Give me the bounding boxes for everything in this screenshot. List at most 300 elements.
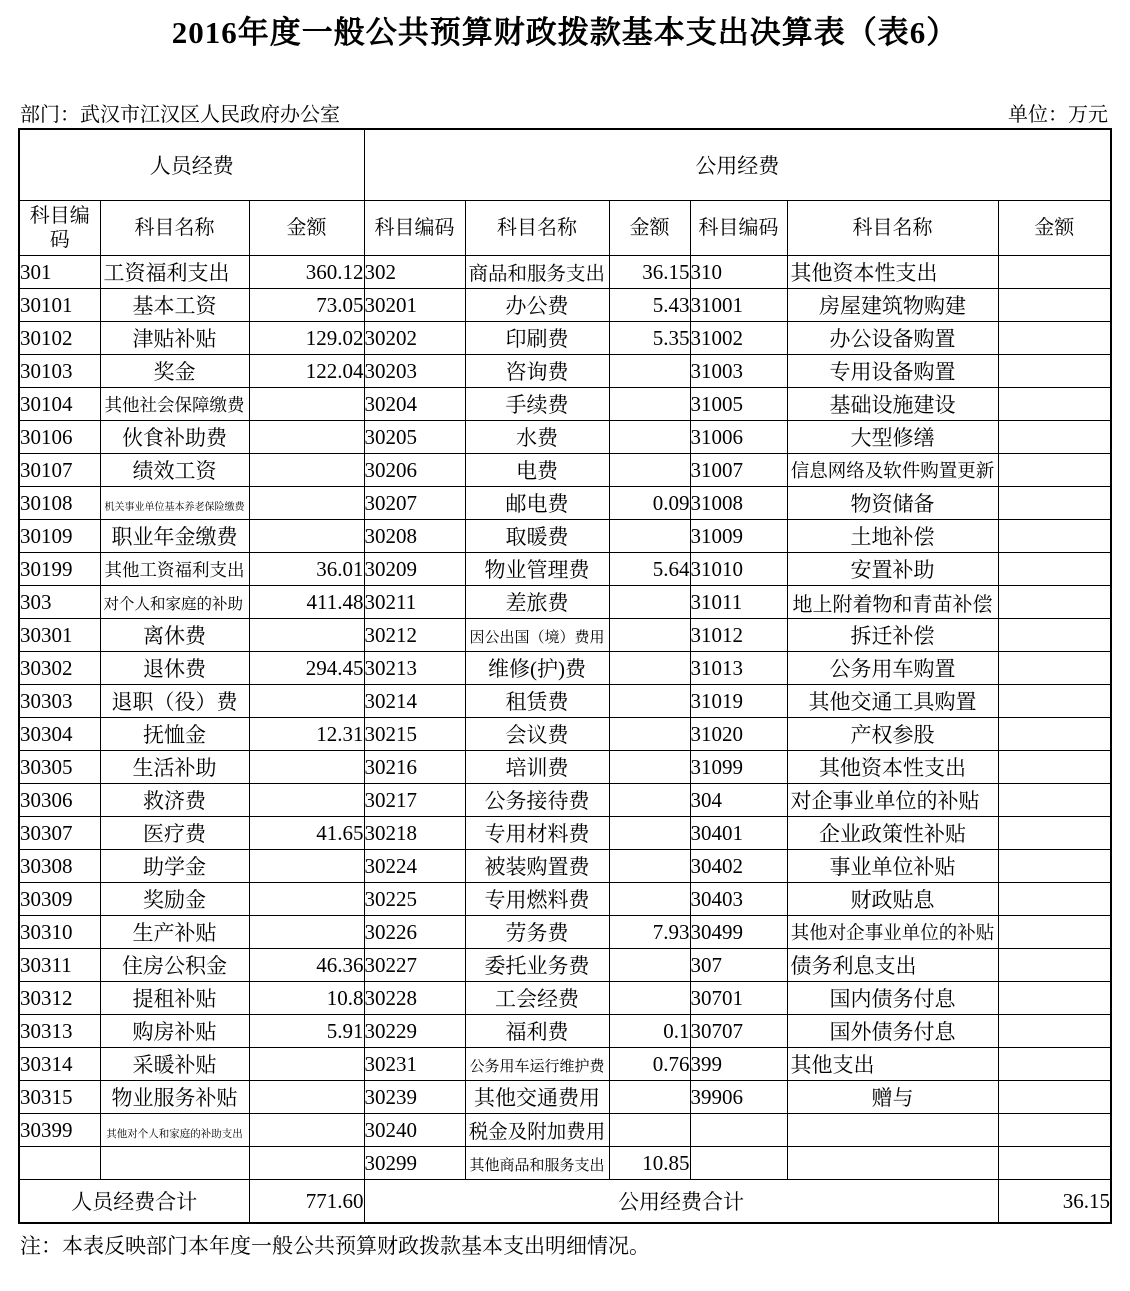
amount-cell	[998, 1147, 1111, 1180]
group-header-personnel: 人员经费	[19, 129, 364, 201]
subject-code-cell: 31010	[690, 553, 787, 586]
amount-cell	[998, 949, 1111, 982]
subject-code-cell: 30203	[364, 355, 465, 388]
subject-code-cell: 30201	[364, 289, 465, 322]
subject-code-cell: 30301	[19, 619, 100, 652]
amount-cell	[249, 421, 364, 454]
subject-name-cell: 水费	[465, 421, 609, 454]
subject-name-cell: 工会经费	[465, 982, 609, 1015]
amount-cell	[609, 982, 690, 1015]
table-body	[19, 256, 1111, 1180]
amount-cell: 411.48	[249, 586, 364, 619]
subject-name-cell: 退职（役）费	[100, 685, 249, 718]
table-row	[19, 388, 1111, 421]
amount-cell: 122.04	[249, 355, 364, 388]
subject-name-cell: 差旅费	[465, 586, 609, 619]
amount-cell	[609, 850, 690, 883]
subject-code-cell: 30108	[19, 487, 100, 520]
subject-name-cell: 土地补偿	[787, 520, 998, 553]
table-row	[19, 652, 1111, 685]
subject-code-cell: 30208	[364, 520, 465, 553]
table-row	[19, 487, 1111, 520]
group-header-public: 公用经费	[364, 129, 1111, 201]
personnel-total-amount: 771.60	[249, 1180, 364, 1224]
amount-cell	[609, 1081, 690, 1114]
subject-code-cell: 30231	[364, 1048, 465, 1081]
table-row	[19, 1048, 1111, 1081]
subject-code-cell: 31003	[690, 355, 787, 388]
subject-name-cell: 国外债务付息	[787, 1015, 998, 1048]
subject-name-cell: 绩效工资	[100, 454, 249, 487]
subject-code-cell: 30207	[364, 487, 465, 520]
amount-cell	[249, 388, 364, 421]
subject-name-cell	[787, 1114, 998, 1147]
subject-name-cell: 基本工资	[100, 289, 249, 322]
amount-cell	[249, 850, 364, 883]
subject-name-cell: 生活补助	[100, 751, 249, 784]
subject-name-cell: 维修(护)费	[465, 652, 609, 685]
subject-code-cell: 39906	[690, 1081, 787, 1114]
subject-name-cell: 手续费	[465, 388, 609, 421]
subject-name-cell: 退休费	[100, 652, 249, 685]
amount-cell	[998, 322, 1111, 355]
subject-code-cell: 31001	[690, 289, 787, 322]
table-row	[19, 1015, 1111, 1048]
amount-cell	[249, 685, 364, 718]
table-row	[19, 256, 1111, 289]
subject-code-cell: 30104	[19, 388, 100, 421]
amount-cell	[249, 1114, 364, 1147]
table-row	[19, 751, 1111, 784]
amount-cell	[998, 718, 1111, 751]
subject-name-cell: 其他对个人和家庭的补助支出	[100, 1114, 249, 1147]
subject-name-cell: 办公设备购置	[787, 322, 998, 355]
subject-name-cell: 购房补贴	[100, 1015, 249, 1048]
subject-code-cell: 303	[19, 586, 100, 619]
meta-row	[20, 102, 1110, 128]
subject-name-cell: 奖励金	[100, 883, 249, 916]
subject-code-cell: 31006	[690, 421, 787, 454]
subject-code-cell: 30211	[364, 586, 465, 619]
subject-name-cell: 拆迁补偿	[787, 619, 998, 652]
amount-cell: 294.45	[249, 652, 364, 685]
subject-code-cell: 30209	[364, 553, 465, 586]
page-title: 2016年度一般公共预算财政拨款基本支出决算表（表6）	[171, 15, 959, 50]
subject-name-cell: 救济费	[100, 784, 249, 817]
column-header-amount-3: 金额	[998, 201, 1111, 256]
amount-cell	[998, 388, 1111, 421]
subject-name-cell: 劳务费	[465, 916, 609, 949]
amount-cell	[998, 883, 1111, 916]
amount-cell	[998, 850, 1111, 883]
amount-cell	[998, 916, 1111, 949]
subject-name-cell: 物业服务补贴	[100, 1081, 249, 1114]
amount-cell	[998, 553, 1111, 586]
amount-cell	[998, 1048, 1111, 1081]
subject-code-cell: 302	[364, 256, 465, 289]
subject-name-cell: 福利费	[465, 1015, 609, 1048]
subject-name-cell: 财政贴息	[787, 883, 998, 916]
subject-name-cell: 赠与	[787, 1081, 998, 1114]
subject-code-cell: 30304	[19, 718, 100, 751]
amount-cell: 73.05	[249, 289, 364, 322]
subject-name-cell: 医疗费	[100, 817, 249, 850]
subject-name-cell: 津贴补贴	[100, 322, 249, 355]
table-row	[19, 586, 1111, 619]
subject-name-cell: 其他商品和服务支出	[465, 1147, 609, 1180]
amount-cell	[249, 454, 364, 487]
subject-code-cell: 30102	[19, 322, 100, 355]
subject-name-cell: 办公费	[465, 289, 609, 322]
amount-cell: 0.76	[609, 1048, 690, 1081]
subject-code-cell: 30216	[364, 751, 465, 784]
department-label: 部门：武汉市江汉区人民政府办公室	[20, 104, 340, 126]
subject-code-cell: 30311	[19, 949, 100, 982]
subject-code-cell: 30227	[364, 949, 465, 982]
amount-cell	[998, 256, 1111, 289]
subject-name-cell: 专用设备购置	[787, 355, 998, 388]
amount-cell	[609, 586, 690, 619]
table-row	[19, 454, 1111, 487]
subject-name-cell: 其他社会保障缴费	[100, 388, 249, 421]
subject-code-cell: 31007	[690, 454, 787, 487]
subject-code-cell: 30215	[364, 718, 465, 751]
subject-name-cell: 会议费	[465, 718, 609, 751]
subject-code-cell: 30402	[690, 850, 787, 883]
table-row	[19, 1081, 1111, 1114]
table-row	[19, 322, 1111, 355]
table-row	[19, 949, 1111, 982]
subject-code-cell	[690, 1114, 787, 1147]
subject-code-cell: 31002	[690, 322, 787, 355]
subject-name-cell: 住房公积金	[100, 949, 249, 982]
amount-cell	[609, 718, 690, 751]
subject-code-cell: 31011	[690, 586, 787, 619]
subject-name-cell: 租赁费	[465, 685, 609, 718]
subject-code-cell: 30225	[364, 883, 465, 916]
amount-cell: 360.12	[249, 256, 364, 289]
subject-name-cell: 地上附着物和青苗补偿	[787, 586, 998, 619]
amount-cell	[998, 487, 1111, 520]
personnel-total-label: 人员经费合计	[19, 1180, 249, 1224]
subject-code-cell: 304	[690, 784, 787, 817]
subject-code-cell: 30707	[690, 1015, 787, 1048]
amount-cell	[249, 619, 364, 652]
subject-name-cell: 被装购置费	[465, 850, 609, 883]
amount-cell: 0.09	[609, 487, 690, 520]
amount-cell: 5.91	[249, 1015, 364, 1048]
subject-name-cell: 采暖补贴	[100, 1048, 249, 1081]
amount-cell	[998, 355, 1111, 388]
table-row	[19, 619, 1111, 652]
unit-label: 单位：万元	[1008, 104, 1108, 126]
subject-code-cell: 30299	[364, 1147, 465, 1180]
subject-code-cell: 30205	[364, 421, 465, 454]
amount-cell	[609, 1114, 690, 1147]
subject-code-cell: 30202	[364, 322, 465, 355]
subject-name-cell: 因公出国（境）费用	[465, 619, 609, 652]
amount-cell	[998, 685, 1111, 718]
subject-name-cell: 其他对企事业单位的补贴	[787, 916, 998, 949]
table-row	[19, 289, 1111, 322]
amount-cell: 12.31	[249, 718, 364, 751]
column-header-code-1: 科目编码	[19, 201, 100, 256]
table-row	[19, 1147, 1111, 1180]
subject-code-cell: 30214	[364, 685, 465, 718]
subject-code-cell: 30403	[690, 883, 787, 916]
subject-code-cell: 301	[19, 256, 100, 289]
table-row	[19, 916, 1111, 949]
table-row	[19, 553, 1111, 586]
amount-cell	[998, 454, 1111, 487]
amount-cell	[998, 784, 1111, 817]
subject-name-cell: 奖金	[100, 355, 249, 388]
subject-name-cell: 公务用车购置	[787, 652, 998, 685]
column-header-amount-2: 金额	[609, 201, 690, 256]
amount-cell	[998, 751, 1111, 784]
amount-cell	[998, 817, 1111, 850]
subject-name-cell: 专用材料费	[465, 817, 609, 850]
subject-code-cell: 30101	[19, 289, 100, 322]
amount-cell	[609, 817, 690, 850]
subject-code-cell: 31013	[690, 652, 787, 685]
amount-cell	[609, 520, 690, 553]
subject-code-cell: 31019	[690, 685, 787, 718]
subject-name-cell: 咨询费	[465, 355, 609, 388]
amount-cell: 0.1	[609, 1015, 690, 1048]
subject-code-cell: 31009	[690, 520, 787, 553]
table-row	[19, 784, 1111, 817]
amount-cell	[249, 520, 364, 553]
subject-code-cell: 30401	[690, 817, 787, 850]
subject-code-cell	[19, 1147, 100, 1180]
subject-name-cell: 房屋建筑物购建	[787, 289, 998, 322]
subject-code-cell: 30107	[19, 454, 100, 487]
public-total-label: 公用经费合计	[364, 1180, 998, 1224]
total-row	[19, 1180, 1111, 1224]
amount-cell: 46.36	[249, 949, 364, 982]
subject-name-cell: 专用燃料费	[465, 883, 609, 916]
subject-code-cell: 307	[690, 949, 787, 982]
amount-cell	[609, 883, 690, 916]
amount-cell	[249, 487, 364, 520]
subject-code-cell	[690, 1147, 787, 1180]
amount-cell: 10.8	[249, 982, 364, 1015]
amount-cell	[609, 619, 690, 652]
amount-cell: 41.65	[249, 817, 364, 850]
subject-name-cell: 其他交通费用	[465, 1081, 609, 1114]
table-row	[19, 982, 1111, 1015]
subject-name-cell: 机关事业单位基本养老保险缴费	[100, 487, 249, 520]
subject-code-cell: 30218	[364, 817, 465, 850]
subject-name-cell: 提租补贴	[100, 982, 249, 1015]
amount-cell	[998, 289, 1111, 322]
subject-name-cell: 信息网络及软件购置更新	[787, 454, 998, 487]
subject-code-cell: 30308	[19, 850, 100, 883]
subject-name-cell: 抚恤金	[100, 718, 249, 751]
subject-name-cell: 国内债务付息	[787, 982, 998, 1015]
amount-cell	[998, 520, 1111, 553]
table-row	[19, 1114, 1111, 1147]
subject-name-cell: 对企事业单位的补贴	[787, 784, 998, 817]
column-header-code-3: 科目编码	[690, 201, 787, 256]
amount-cell	[609, 685, 690, 718]
subject-code-cell: 30312	[19, 982, 100, 1015]
subject-name-cell: 税金及附加费用	[465, 1114, 609, 1147]
expense-table	[18, 128, 1112, 1224]
amount-cell: 5.64	[609, 553, 690, 586]
subject-code-cell: 30226	[364, 916, 465, 949]
amount-cell	[609, 784, 690, 817]
amount-cell	[998, 1081, 1111, 1114]
subject-code-cell: 30106	[19, 421, 100, 454]
subject-name-cell: 物资储备	[787, 487, 998, 520]
subject-name-cell: 产权参股	[787, 718, 998, 751]
amount-cell: 7.93	[609, 916, 690, 949]
subject-name-cell: 基础设施建设	[787, 388, 998, 421]
subject-code-cell: 30224	[364, 850, 465, 883]
subject-code-cell: 30204	[364, 388, 465, 421]
table-row	[19, 520, 1111, 553]
amount-cell	[249, 1048, 364, 1081]
subject-name-cell: 邮电费	[465, 487, 609, 520]
table-row	[19, 421, 1111, 454]
subject-code-cell: 30228	[364, 982, 465, 1015]
subject-name-cell: 商品和服务支出	[465, 256, 609, 289]
subject-code-cell: 31005	[690, 388, 787, 421]
amount-cell	[998, 586, 1111, 619]
subject-code-cell: 30109	[19, 520, 100, 553]
table-row	[19, 817, 1111, 850]
subject-name-cell: 生产补贴	[100, 916, 249, 949]
column-header-code-2: 科目编码	[364, 201, 465, 256]
subject-code-cell: 30499	[690, 916, 787, 949]
subject-name-cell: 电费	[465, 454, 609, 487]
subject-code-cell: 310	[690, 256, 787, 289]
amount-cell	[249, 916, 364, 949]
subject-name-cell: 工资福利支出	[100, 256, 249, 289]
table-row	[19, 718, 1111, 751]
subject-name-cell: 助学金	[100, 850, 249, 883]
subject-name-cell: 其他资本性支出	[787, 256, 998, 289]
subject-code-cell: 30315	[19, 1081, 100, 1114]
column-header-row	[19, 201, 1111, 256]
subject-code-cell: 31099	[690, 751, 787, 784]
subject-name-cell: 安置补助	[787, 553, 998, 586]
table-row	[19, 685, 1111, 718]
subject-code-cell: 30306	[19, 784, 100, 817]
subject-code-cell: 30199	[19, 553, 100, 586]
amount-cell	[609, 652, 690, 685]
column-header-name-3: 科目名称	[787, 201, 998, 256]
amount-cell	[609, 421, 690, 454]
amount-cell	[998, 982, 1111, 1015]
subject-name-cell: 职业年金缴费	[100, 520, 249, 553]
amount-cell: 36.15	[609, 256, 690, 289]
amount-cell	[609, 751, 690, 784]
amount-cell: 10.85	[609, 1147, 690, 1180]
amount-cell	[609, 355, 690, 388]
amount-cell: 5.35	[609, 322, 690, 355]
amount-cell	[998, 1114, 1111, 1147]
subject-code-cell: 30206	[364, 454, 465, 487]
subject-code-cell: 30212	[364, 619, 465, 652]
subject-code-cell: 30307	[19, 817, 100, 850]
subject-code-cell: 30701	[690, 982, 787, 1015]
amount-cell	[998, 619, 1111, 652]
amount-cell	[609, 388, 690, 421]
subject-name-cell: 事业单位补贴	[787, 850, 998, 883]
note-text: 注：本表反映部门本年度一般公共预算财政拨款基本支出明细情况。	[20, 1234, 650, 1258]
subject-code-cell: 30103	[19, 355, 100, 388]
subject-name-cell: 公务用车运行维护费	[465, 1048, 609, 1081]
subject-name-cell: 企业政策性补贴	[787, 817, 998, 850]
table-row	[19, 355, 1111, 388]
subject-code-cell: 30302	[19, 652, 100, 685]
subject-code-cell: 30239	[364, 1081, 465, 1114]
subject-name-cell: 伙食补助费	[100, 421, 249, 454]
amount-cell	[998, 652, 1111, 685]
subject-code-cell: 30229	[364, 1015, 465, 1048]
group-header-row	[19, 129, 1111, 201]
subject-name-cell: 离休费	[100, 619, 249, 652]
table-row	[19, 883, 1111, 916]
subject-name-cell: 印刷费	[465, 322, 609, 355]
column-header-name-2: 科目名称	[465, 201, 609, 256]
subject-name-cell: 委托业务费	[465, 949, 609, 982]
subject-code-cell: 31008	[690, 487, 787, 520]
amount-cell	[998, 421, 1111, 454]
subject-name-cell	[100, 1147, 249, 1180]
subject-name-cell: 公务接待费	[465, 784, 609, 817]
subject-code-cell: 30303	[19, 685, 100, 718]
subject-name-cell: 物业管理费	[465, 553, 609, 586]
subject-name-cell: 取暖费	[465, 520, 609, 553]
subject-code-cell: 31020	[690, 718, 787, 751]
amount-cell	[249, 751, 364, 784]
subject-name-cell: 债务利息支出	[787, 949, 998, 982]
amount-cell	[249, 883, 364, 916]
amount-cell: 129.02	[249, 322, 364, 355]
subject-name-cell: 大型修缮	[787, 421, 998, 454]
amount-cell: 36.01	[249, 553, 364, 586]
amount-cell	[609, 454, 690, 487]
subject-name-cell	[787, 1147, 998, 1180]
public-total-amount: 36.15	[998, 1180, 1111, 1224]
subject-code-cell: 30313	[19, 1015, 100, 1048]
subject-code-cell: 30314	[19, 1048, 100, 1081]
subject-name-cell: 培训费	[465, 751, 609, 784]
subject-code-cell: 30217	[364, 784, 465, 817]
subject-name-cell: 其他资本性支出	[787, 751, 998, 784]
subject-code-cell: 30310	[19, 916, 100, 949]
subject-name-cell: 其他工资福利支出	[100, 553, 249, 586]
subject-code-cell: 31012	[690, 619, 787, 652]
amount-cell	[249, 1081, 364, 1114]
subject-name-cell: 对个人和家庭的补助	[100, 586, 249, 619]
subject-code-cell: 30399	[19, 1114, 100, 1147]
amount-cell	[249, 784, 364, 817]
subject-name-cell: 其他支出	[787, 1048, 998, 1081]
subject-code-cell: 399	[690, 1048, 787, 1081]
column-header-name-1: 科目名称	[100, 201, 249, 256]
subject-code-cell: 30213	[364, 652, 465, 685]
subject-code-cell: 30305	[19, 751, 100, 784]
column-header-amount-1: 金额	[249, 201, 364, 256]
amount-cell: 5.43	[609, 289, 690, 322]
amount-cell	[609, 949, 690, 982]
amount-cell	[249, 1147, 364, 1180]
